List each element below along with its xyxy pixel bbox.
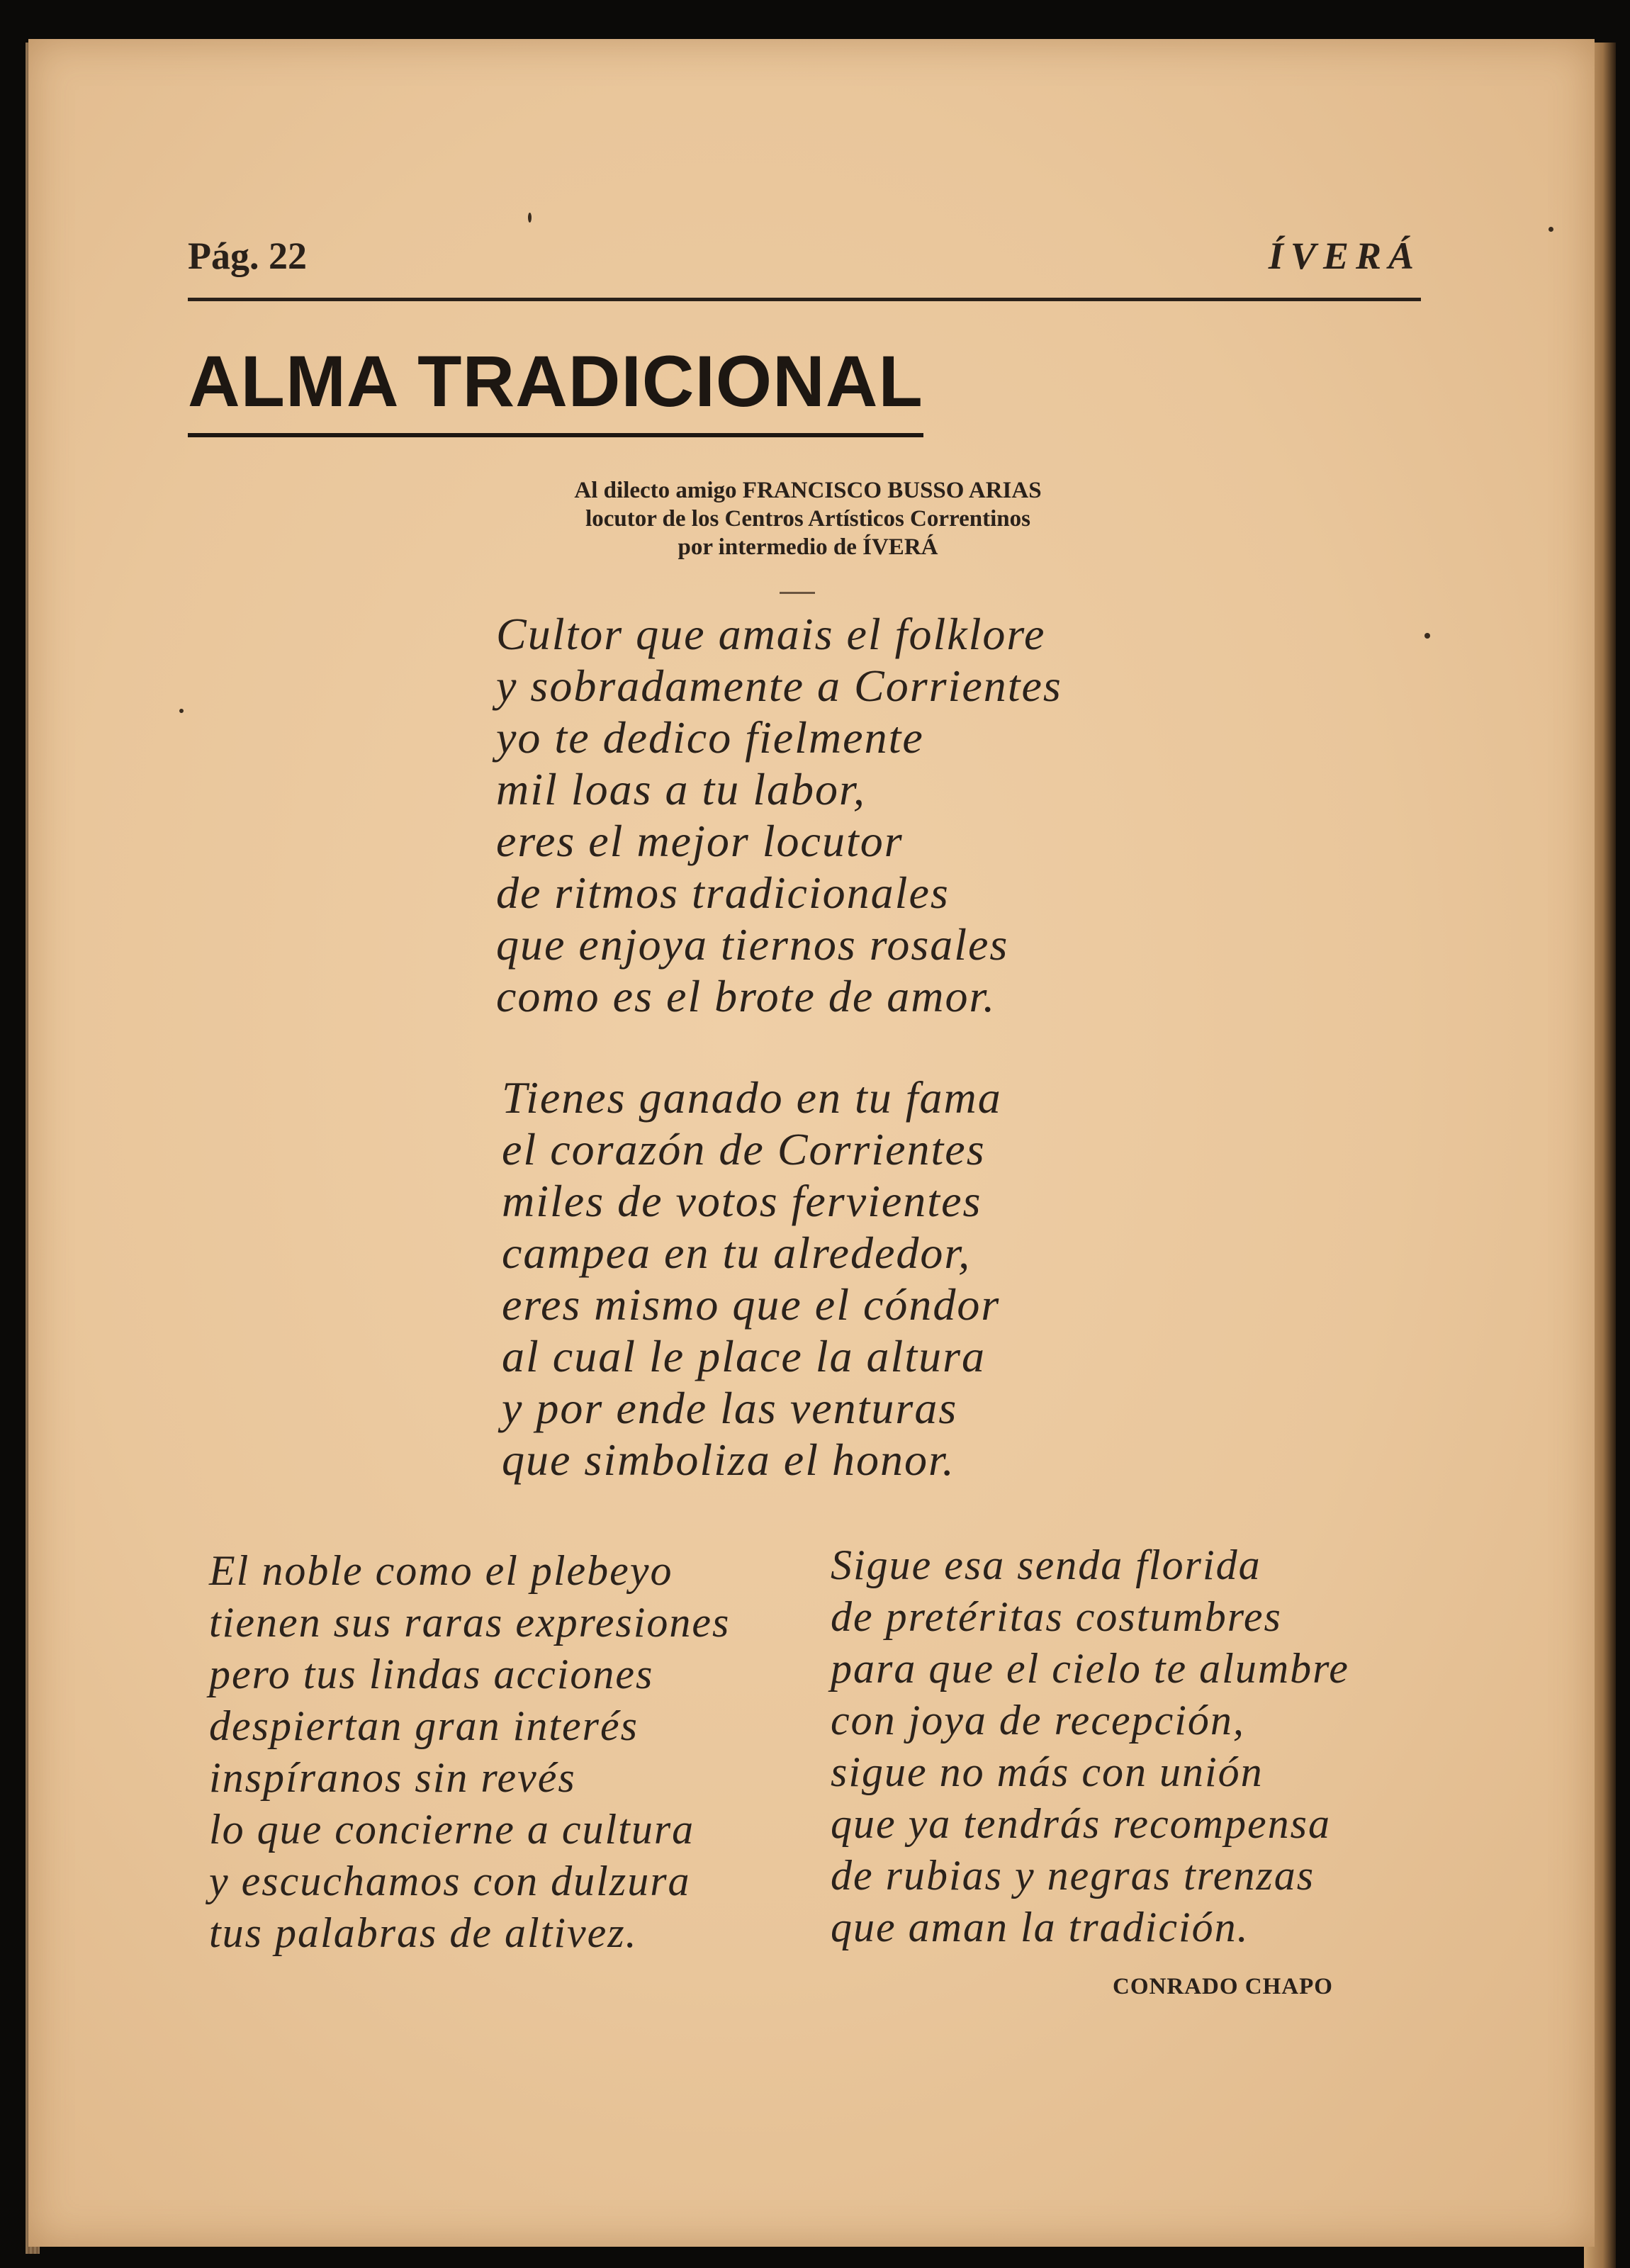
verse-line: al cual le place la altura [502, 1331, 986, 1381]
verse-line: que simboliza el honor. [502, 1435, 955, 1485]
verse-line: y por ende las venturas [502, 1383, 958, 1433]
verse-line: de ritmos tradicionales [496, 868, 950, 918]
paper-speck [1424, 633, 1430, 639]
stanza-1 [496, 608, 1062, 1022]
verse-line: y sobradamente a Corrientes [496, 661, 1062, 711]
paper-speck [179, 709, 184, 713]
verse-line: como es el brote de amor. [496, 971, 996, 1021]
page-number: Pág. 22 [188, 235, 307, 277]
verse-line: El noble como el plebeyo [209, 1547, 673, 1594]
verse-line: Sigue esa senda florida [831, 1542, 1261, 1588]
verse-line: eres mismo que el cóndor [502, 1279, 1001, 1330]
verse-line: pero tus lindas acciones [209, 1651, 654, 1697]
verse-line: que enjoya tiernos rosales [496, 919, 1009, 970]
verse-line: que aman la tradición. [831, 1904, 1249, 1950]
article-title: ALMA TRADICIONAL [188, 340, 923, 437]
ornament-dash [780, 592, 815, 594]
verse-line: el corazón de Corrientes [502, 1124, 986, 1174]
verse-line: mil loas a tu labor, [496, 764, 866, 814]
verse-line: sigue no más con unión [831, 1748, 1264, 1795]
stanza-4 [831, 1539, 1349, 1953]
verse-line: eres el mejor locutor [496, 816, 904, 866]
verse-line: para que el cielo te alumbre [831, 1645, 1349, 1692]
verse-line: de pretéritas costumbres [831, 1593, 1282, 1640]
verse-line: tienen sus raras expresiones [209, 1599, 731, 1646]
verse-line: Cultor que amais el folklore [496, 609, 1046, 659]
verse-line: que ya tendrás recompensa [831, 1800, 1331, 1847]
dedication-line: Al dilecto amigo FRANCISCO BUSSO ARIAS [574, 478, 1042, 503]
stanza-2 [502, 1072, 1002, 1486]
verse-line: lo que concierne a cultura [209, 1806, 695, 1853]
verse-line: campea en tu alrededor, [502, 1228, 972, 1278]
magazine-name: ÍVERÁ [1268, 235, 1421, 277]
page-header [188, 234, 1421, 284]
verse-line: tus palabras de altivez. [209, 1909, 638, 1956]
verse-line: despiertan gran interés [209, 1702, 639, 1749]
paper-speck [1548, 227, 1553, 232]
dedication-line: locutor de los Centros Artísticos Correntinos [585, 506, 1030, 532]
stanza-3 [209, 1545, 730, 1959]
paper-speck [528, 213, 532, 223]
dedication-line: por intermedio de ÍVERÁ [678, 534, 938, 560]
verse-line: y escuchamos con dulzura [209, 1858, 691, 1904]
verse-line: de rubias y negras trenzas [831, 1852, 1315, 1899]
header-divider [188, 298, 1421, 301]
verse-line: con joya de recepción, [831, 1697, 1245, 1744]
verse-line: yo te dedico fielmente [496, 712, 924, 763]
verse-line: Tienes ganado en tu fama [502, 1072, 1002, 1123]
verse-line: miles de votos fervientes [502, 1176, 982, 1226]
author-signature: CONRADO CHAPO [1113, 1974, 1333, 1999]
verse-line: inspíranos sin revés [209, 1754, 576, 1801]
dedication [489, 476, 1127, 561]
